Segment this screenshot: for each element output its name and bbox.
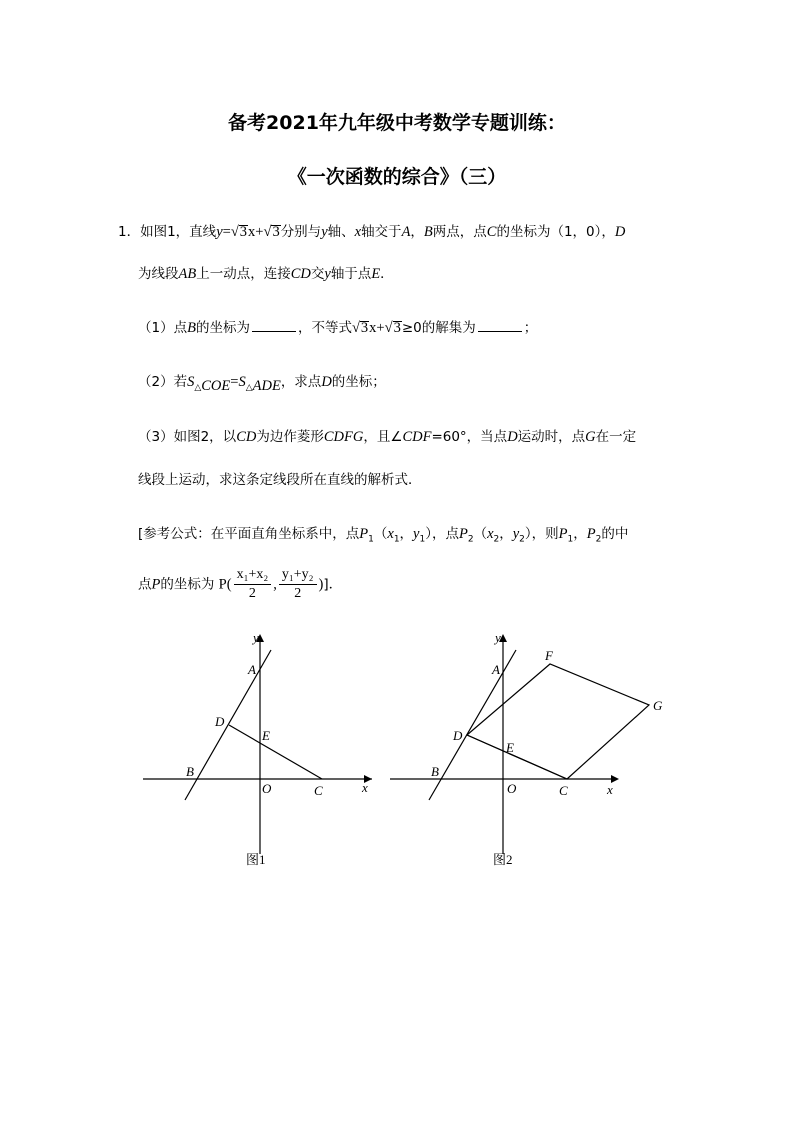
math-A: A [401, 224, 411, 240]
title-line-2: 《一次函数的综合》（三） [287, 166, 507, 188]
sub-2: 2 [519, 534, 525, 545]
paren: ） [524, 526, 532, 542]
fraction-x-den: 2 [248, 586, 256, 601]
math-CDFG: CDFG [323, 429, 364, 445]
sqrt-3: 3 [239, 224, 248, 240]
label-G: G [653, 698, 663, 713]
math-y: y [413, 526, 420, 542]
label-C: C [559, 783, 568, 798]
label-x: x [607, 782, 613, 797]
math-D: D [614, 224, 626, 240]
math-D: D [507, 429, 518, 445]
label-A: A [492, 662, 500, 677]
question-number: 1． [118, 224, 141, 240]
text: 运动时，点 [517, 429, 586, 445]
math-G: G [585, 429, 596, 445]
math-S: S [238, 374, 246, 390]
math-E: E [371, 266, 381, 282]
title-line-1: 备考2021年九年级中考数学专题训练： [228, 112, 566, 134]
label-B: B [431, 764, 439, 779]
math-xplus: x+ [248, 224, 264, 240]
sqrt-3: 3 [360, 320, 369, 336]
paren: （ [473, 526, 488, 542]
sub-1: 1 [567, 534, 574, 545]
text: 交 [310, 266, 325, 282]
math-COE: COE [201, 377, 231, 394]
text: 的坐标为 [160, 576, 215, 593]
sqrt-3b: 3 [393, 320, 401, 336]
math-CDF: CDF [402, 429, 432, 445]
text: [参考公式：在平面直角坐标系中，点 [138, 526, 360, 542]
paren: （ [373, 526, 388, 542]
text: ≥0的解集为 [401, 320, 476, 336]
label-D: D [453, 728, 463, 743]
label-C: C [314, 783, 323, 798]
text: 分别与 [280, 224, 322, 240]
sub-2: 2 [493, 534, 500, 545]
text: ，则 [531, 526, 559, 542]
fraction-y-num: y₁+y₂ [279, 566, 317, 585]
math-x: x [387, 526, 394, 542]
text: 的坐标； [331, 374, 386, 390]
math-P: P [558, 526, 568, 542]
math-y: y [216, 224, 223, 240]
text: 如图1，直线 [140, 224, 217, 240]
text: 两点，点 [432, 224, 487, 240]
text: 轴交于 [361, 224, 402, 240]
label-y: y [495, 630, 501, 645]
text: 在一定 [595, 429, 637, 445]
paren: ） [425, 526, 432, 542]
text: ． [380, 266, 394, 282]
answer-blank-2[interactable] [478, 321, 522, 332]
text: ，求点 [280, 374, 322, 390]
triangle-symbol: △ [194, 382, 202, 393]
sub-2: 2 [595, 534, 602, 545]
math-y: y [512, 526, 520, 542]
text: 的坐标为 [195, 320, 250, 336]
segment-DC [467, 735, 567, 779]
text: ]． [323, 576, 343, 593]
math-B: B [187, 320, 196, 336]
label-y: y [253, 630, 259, 645]
label-B: B [186, 764, 194, 779]
math-D: D [321, 374, 332, 390]
label-E: E [262, 728, 270, 743]
math-x: x [354, 224, 362, 240]
math-ADE: ADE [252, 377, 281, 394]
reference-line-2 [138, 566, 342, 603]
math-y: y [324, 266, 331, 282]
text: ； [523, 320, 538, 336]
figure-1 [138, 628, 378, 878]
comma: ， [499, 526, 513, 542]
rhombus-CDFG [467, 664, 649, 779]
text: 轴、 [327, 224, 355, 240]
sub-2: 2 [467, 534, 474, 545]
math-xplus: x+ [369, 320, 385, 336]
math-close: ) [318, 576, 324, 593]
text: 为边作菱形 [256, 429, 324, 445]
text: 点 [138, 576, 152, 593]
answer-blank-1[interactable] [252, 321, 296, 332]
question-line-2 [138, 262, 394, 283]
part-1: （1）点B的坐标为 ，不等式√3x+√3≥0的解集为 ； [138, 320, 538, 336]
math-P-open: P( [218, 576, 232, 593]
fraction-y [279, 566, 317, 603]
sqrt-3b: 3 [272, 224, 280, 240]
math-C: C [486, 224, 497, 240]
label-D: D [215, 714, 225, 729]
question-line-1: 1．如图1，直线y=√3x+√3分别与y轴、x轴交于A，B两点，点C的坐标为（1，0），D [118, 224, 626, 240]
text: 的中 [601, 526, 629, 542]
label-E: E [506, 740, 514, 755]
math-eq: = [230, 374, 239, 390]
text: 上一动点，连接 [196, 266, 291, 282]
text: 为线段 [138, 266, 179, 282]
fraction-y-den: 2 [294, 586, 302, 601]
text: 的坐标为（1，0）， [496, 224, 615, 240]
math-S: S [187, 374, 195, 390]
part-2 [138, 370, 386, 395]
figure-2 [385, 628, 675, 878]
math-P: P [586, 526, 596, 542]
math-P: P [151, 576, 161, 593]
line-AB [185, 650, 271, 800]
part-3-line-2: 线段上运动，求这条定线段所在直线的解析式． [138, 472, 422, 488]
text: （1）点 [138, 320, 188, 336]
segment-DC [229, 725, 322, 779]
text: 轴于点 [330, 266, 372, 282]
math-AB: AB [178, 266, 197, 282]
fraction-x [234, 566, 272, 603]
math-y2: y [321, 224, 328, 240]
comma: ， [573, 526, 587, 542]
figure-2-caption: 图2 [493, 852, 513, 867]
math-eq: = [222, 224, 231, 240]
math-B: B [423, 224, 433, 240]
text: ，且∠ [363, 429, 403, 445]
label-F: F [545, 648, 553, 663]
sub-1: 1 [368, 534, 374, 545]
text: =60°，当点 [431, 429, 508, 445]
reference-line-1 [138, 522, 628, 545]
triangle-symbol: △ [245, 382, 253, 393]
math-CD: CD [236, 429, 257, 445]
sub-1: 1 [419, 534, 426, 545]
comma: ， [399, 526, 414, 542]
part-3-line-1 [138, 425, 636, 446]
math-P: P [458, 526, 468, 542]
label-O: O [507, 781, 517, 796]
text: ，不等式 [297, 320, 352, 336]
text: ，点 [431, 526, 459, 542]
label-O: O [262, 781, 272, 796]
text: （3）如图2，以 [138, 429, 237, 445]
math-P: P [359, 526, 369, 542]
math-CD: CD [290, 266, 311, 282]
figure-1-caption: 图1 [246, 852, 266, 867]
comma: , [273, 576, 277, 593]
sub-1: 1 [393, 534, 400, 545]
label-A: A [248, 662, 256, 677]
math-x: x [487, 526, 494, 542]
text: （2）若 [138, 374, 188, 390]
fraction-x-num: x₁+x₂ [234, 566, 272, 585]
label-x: x [362, 780, 368, 795]
